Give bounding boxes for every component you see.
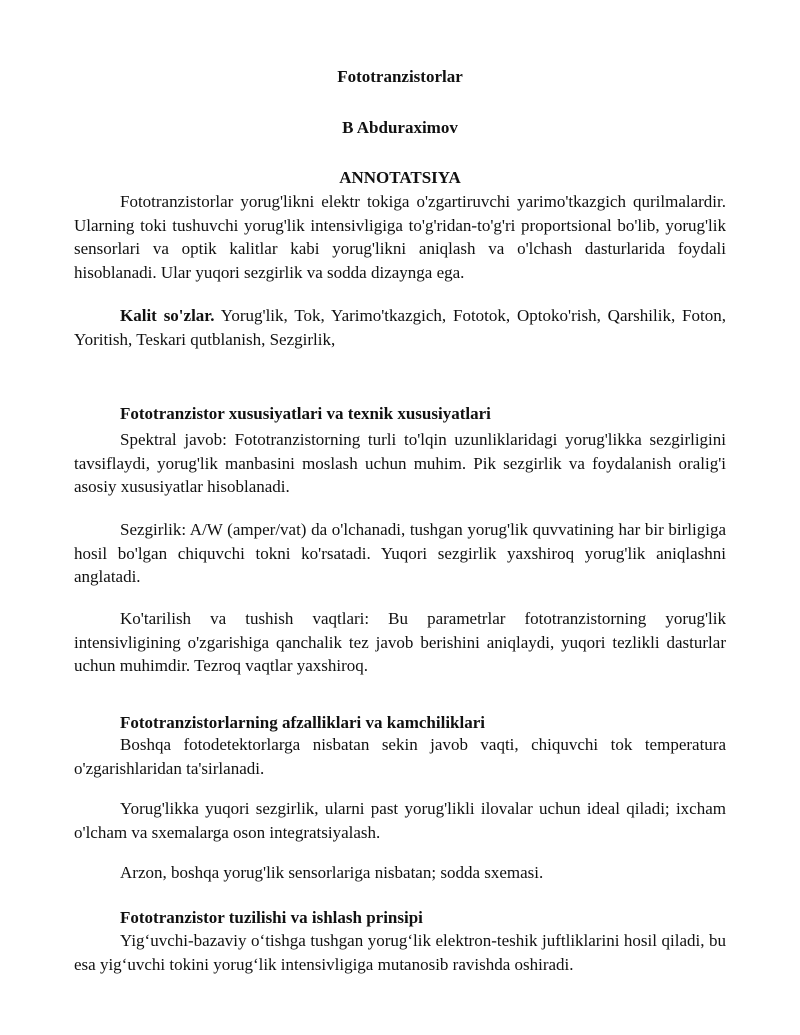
annotation-heading: ANNOTATSIYA (339, 168, 461, 187)
keywords-list: Yorug'lik, Tok, Yarimo'tkazgich, Fototok, Optoko'rish, Qarshilik, Foton, Yoritish, Teskari qutblanish, Sezgirlik, (74, 306, 726, 349)
section2-paragraph-1: Boshqa fotodetektorlarga nisbatan sekin javob vaqti, chiquvchi tok temperatura o'zgarishlaridan ta'sirlanadi. (74, 735, 726, 778)
keywords-label: Kalit so'zlar. (120, 306, 215, 325)
author-name: B Abduraximov (342, 118, 458, 137)
annotation-text: Fototranzistorlar yorug'likni elektr tokiga o'zgartiruvchi yarimo'tkazgich qurilmalardir. Ularning toki tushuvchi yorug'lik intensivligiga to'g'ridan-to'g'ri proportsional bo'lib, yorug'lik sensorlari va optik kalitlar kabi yorug'likni aniqlash va o'lchash dasturlarida foydali hisoblanadi. Ular yuqori sezgirlik va sodda dizaynga ega. (74, 192, 726, 282)
section-heading-properties: Fototranzistor xususiyatlari va texnik xususiyatlari (120, 404, 491, 423)
section1-paragraph-3: Ko'tarilish va tushish vaqtlari: Bu parametrlar fototranzistorning yorug'lik intensivligining o'zgarishiga qanchalik tez javob berishini aniqlaydi, yuqori tezlikli dasturlar uchun muhimdir. Tezroq vaqtlar yaxshiroq. (74, 609, 726, 675)
document-title: Fototranzistorlar (337, 67, 463, 86)
section-heading-pros-cons: Fototranzistorlarning afzalliklari va kamchiliklari (120, 713, 486, 732)
section1-paragraph-2: Sezgirlik: A/W (amper/vat) da o'lchanadi, tushgan yorug'lik quvvatining har bir birligiga hosil bo'lgan chiquvchi tokni ko'rsatadi. Yuqori sezgirlik yaxshiroq yorug'lik aniqlashni anglatadi. (74, 520, 726, 586)
section-heading-structure: Fototranzistor tuzilishi va ishlash prinsipi (120, 908, 423, 927)
section2-paragraph-3: Arzon, boshqa yorug'lik sensorlariga nisbatan; sodda sxemasi. (120, 863, 544, 882)
section1-paragraph-1: Spektral javob: Fototranzistorning turli to'lqin uzunliklaridagi yorug'likka sezgirligini tavsiflaydi, yorug'lik manbasini moslash uchun muhim. Pik sezgirlik va foydalanish oralig'i asosiy xususiyatlar hisoblanadi. (74, 430, 726, 496)
section3-paragraph-1: Yig‘uvchi-bazaviy o‘tishga tushgan yorug‘lik elektron-teshik juftliklarini hosil qiladi, bu esa yig‘uvchi tokini yorug‘lik intensivligiga mutanosib ravishda oshiradi. (74, 931, 726, 974)
section2-paragraph-2: Yorug'likka yuqori sezgirlik, ularni past yorug'likli ilovalar uchun ideal qiladi; ixcham o'lcham va sxemalarga oson integratsiyalash. (74, 799, 726, 842)
keywords-paragraph (74, 304, 726, 351)
